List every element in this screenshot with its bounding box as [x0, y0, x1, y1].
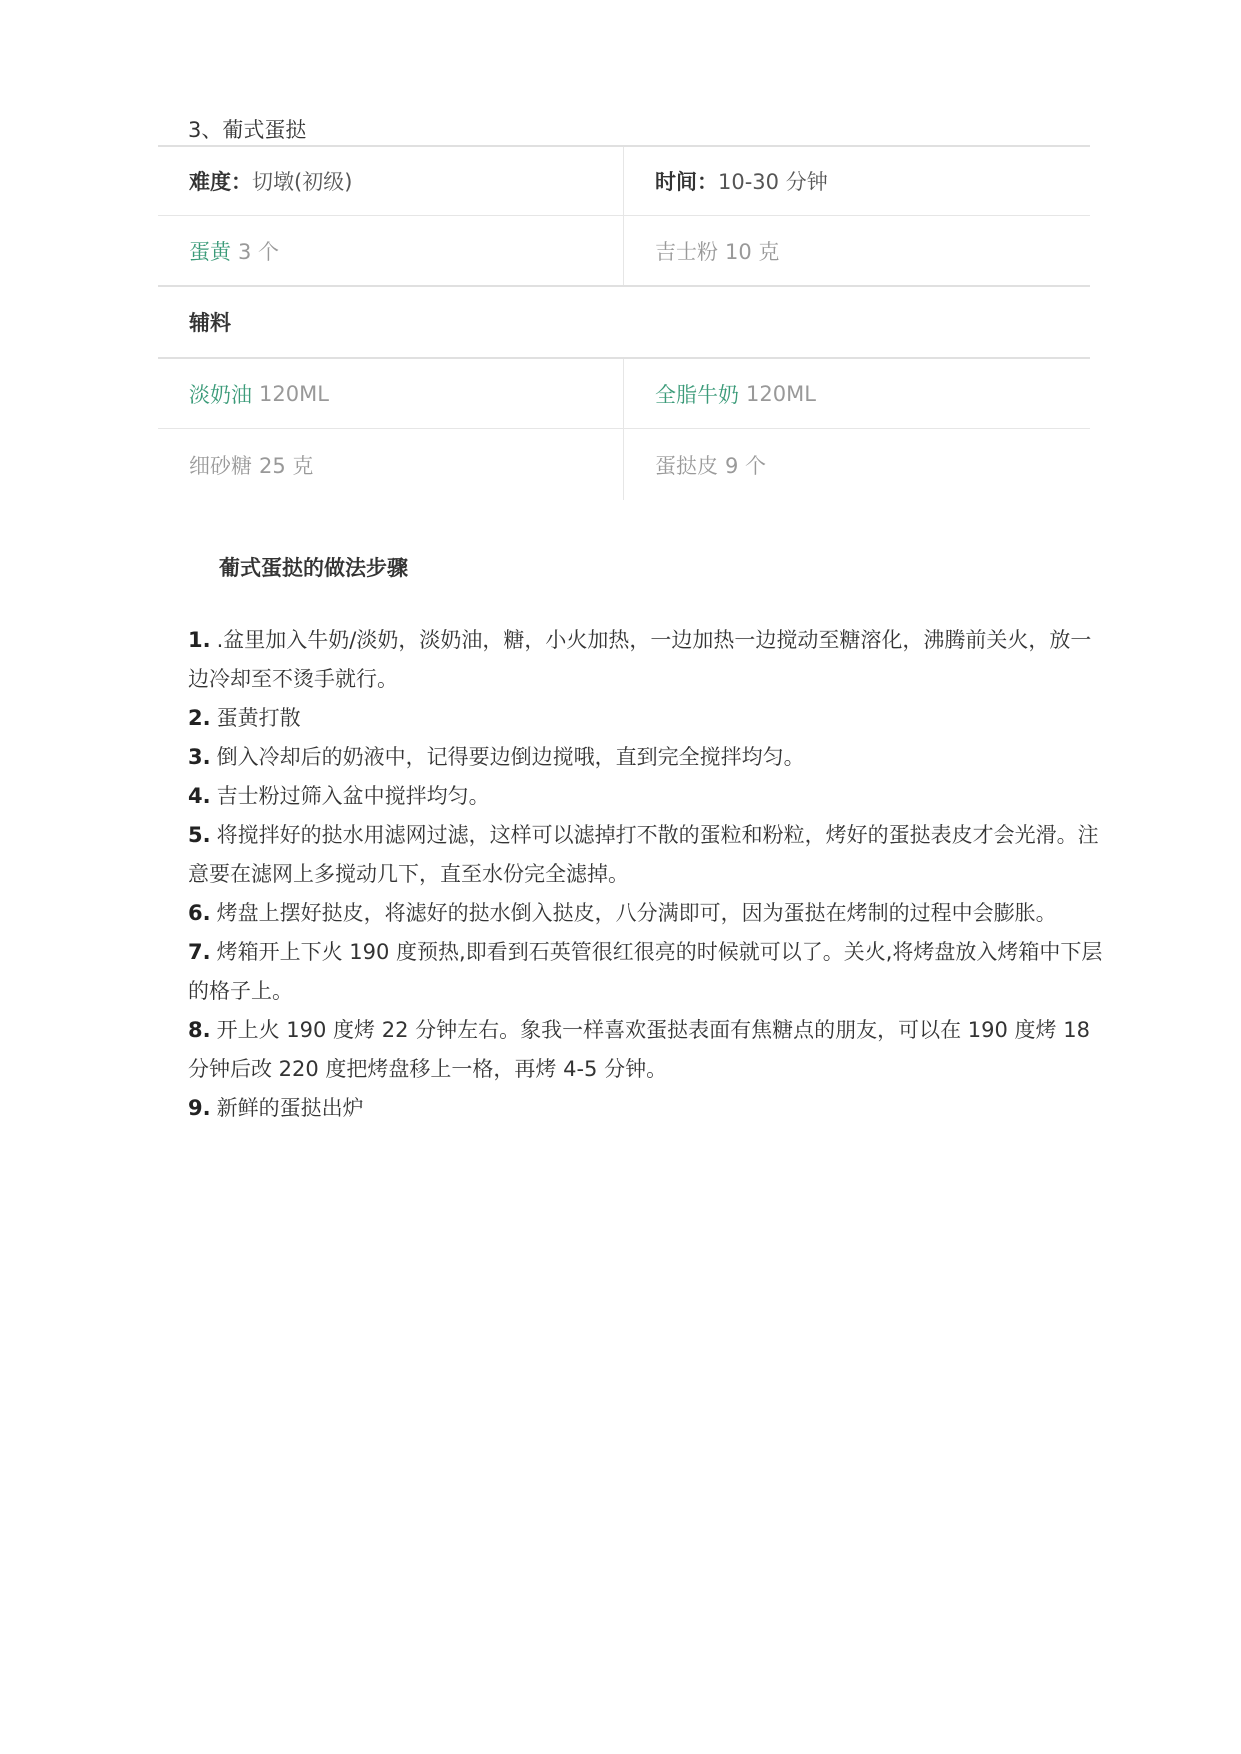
step-number: 7. — [188, 940, 211, 964]
aux-heading-row — [158, 287, 1090, 359]
step-text: 新鲜的蛋挞出炉 — [216, 1096, 364, 1120]
time-value: 10-30 分钟 — [718, 170, 828, 194]
step-item — [188, 1089, 1108, 1128]
recipe-title: 3、葡式蛋挞 — [188, 118, 307, 142]
recipe-info-table — [158, 145, 1090, 500]
step-text: 烤箱开上下火 190 度预热,即看到石英管很红很亮的时候就可以了。关火,将烤盘放入烤箱中下层的格子上。 — [188, 940, 1103, 1003]
ingredient-cell — [624, 429, 1090, 500]
ingredient-name: 蛋挞皮 — [655, 453, 718, 478]
time-label: 时间： — [655, 170, 718, 194]
step-item — [188, 894, 1108, 933]
difficulty-label: 难度： — [189, 170, 252, 194]
step-text: 倒入冷却后的奶液中，记得要边倒边搅哦，直到完全搅拌均匀。 — [216, 745, 805, 769]
steps-heading: 葡式蛋挞的做法步骤 — [219, 556, 408, 580]
ingredient-cell — [158, 429, 624, 500]
ingredient-amount: 10 克 — [725, 239, 780, 264]
aux-heading-cell — [158, 287, 1090, 357]
step-number: 4. — [188, 784, 211, 808]
steps-list — [188, 621, 1108, 1128]
step-text: 开上火 190 度烤 22 分钟左右。象我一样喜欢蛋挞表面有焦糖点的朋友，可以在 190 度烤 18 分钟后改 220 度把烤盘移上一格，再烤 4-5 分钟。 — [188, 1018, 1090, 1081]
step-item — [188, 621, 1108, 699]
ingredient-link[interactable]: 全脂牛奶 — [655, 382, 739, 407]
ingredient-amount: 9 个 — [725, 453, 767, 478]
difficulty-value: 切墩(初级) — [252, 170, 353, 194]
step-number: 3. — [188, 745, 211, 769]
ingredient-link[interactable]: 蛋黄 — [189, 239, 231, 264]
ingredient-cell — [158, 359, 624, 428]
ingredient-amount: 3 个 — [238, 239, 280, 264]
step-item — [188, 816, 1108, 894]
aux-heading: 辅料 — [189, 311, 231, 335]
ingredient-cell — [624, 216, 1090, 285]
ingredient-amount: 25 克 — [259, 453, 314, 478]
time-cell — [624, 147, 1090, 215]
step-number: 6. — [188, 901, 211, 925]
main-ingredients-row — [158, 216, 1090, 287]
step-text: 吉士粉过筛入盆中搅拌均匀。 — [216, 784, 490, 808]
ingredient-name: 细砂糖 — [189, 453, 252, 478]
ingredient-link[interactable]: 淡奶油 — [189, 382, 252, 407]
aux-ingredients-row — [158, 359, 1090, 429]
step-number: 8. — [188, 1018, 211, 1042]
step-number: 5. — [188, 823, 211, 847]
ingredient-cell — [158, 216, 624, 285]
ingredient-name: 吉士粉 — [655, 239, 718, 264]
step-item — [188, 1011, 1108, 1089]
ingredient-amount: 120ML — [259, 381, 329, 406]
step-text: 将搅拌好的挞水用滤网过滤，这样可以滤掉打不散的蛋粒和粉粒，烤好的蛋挞表皮才会光滑。注意要在滤网上多搅动几下，直至水份完全滤掉。 — [188, 823, 1099, 886]
ingredient-amount: 120ML — [746, 381, 816, 406]
step-text: .盆里加入牛奶/淡奶，淡奶油，糖，小火加热，一边加热一边搅动至糖溶化，沸腾前关火，放一边冷却至不烫手就行。 — [188, 628, 1092, 691]
step-number: 2. — [188, 706, 211, 730]
step-text: 烤盘上摆好挞皮，将滤好的挞水倒入挞皮，八分满即可，因为蛋挞在烤制的过程中会膨胀。 — [216, 901, 1057, 925]
step-item — [188, 933, 1108, 1011]
step-item — [188, 738, 1108, 777]
step-number: 1. — [188, 628, 211, 652]
meta-row — [158, 147, 1090, 216]
step-number: 9. — [188, 1096, 211, 1120]
difficulty-cell — [158, 147, 624, 215]
aux-ingredients-row — [158, 429, 1090, 500]
step-item — [188, 699, 1108, 738]
ingredient-cell — [624, 359, 1090, 428]
step-text: 蛋黄打散 — [216, 706, 301, 730]
step-item — [188, 777, 1108, 816]
